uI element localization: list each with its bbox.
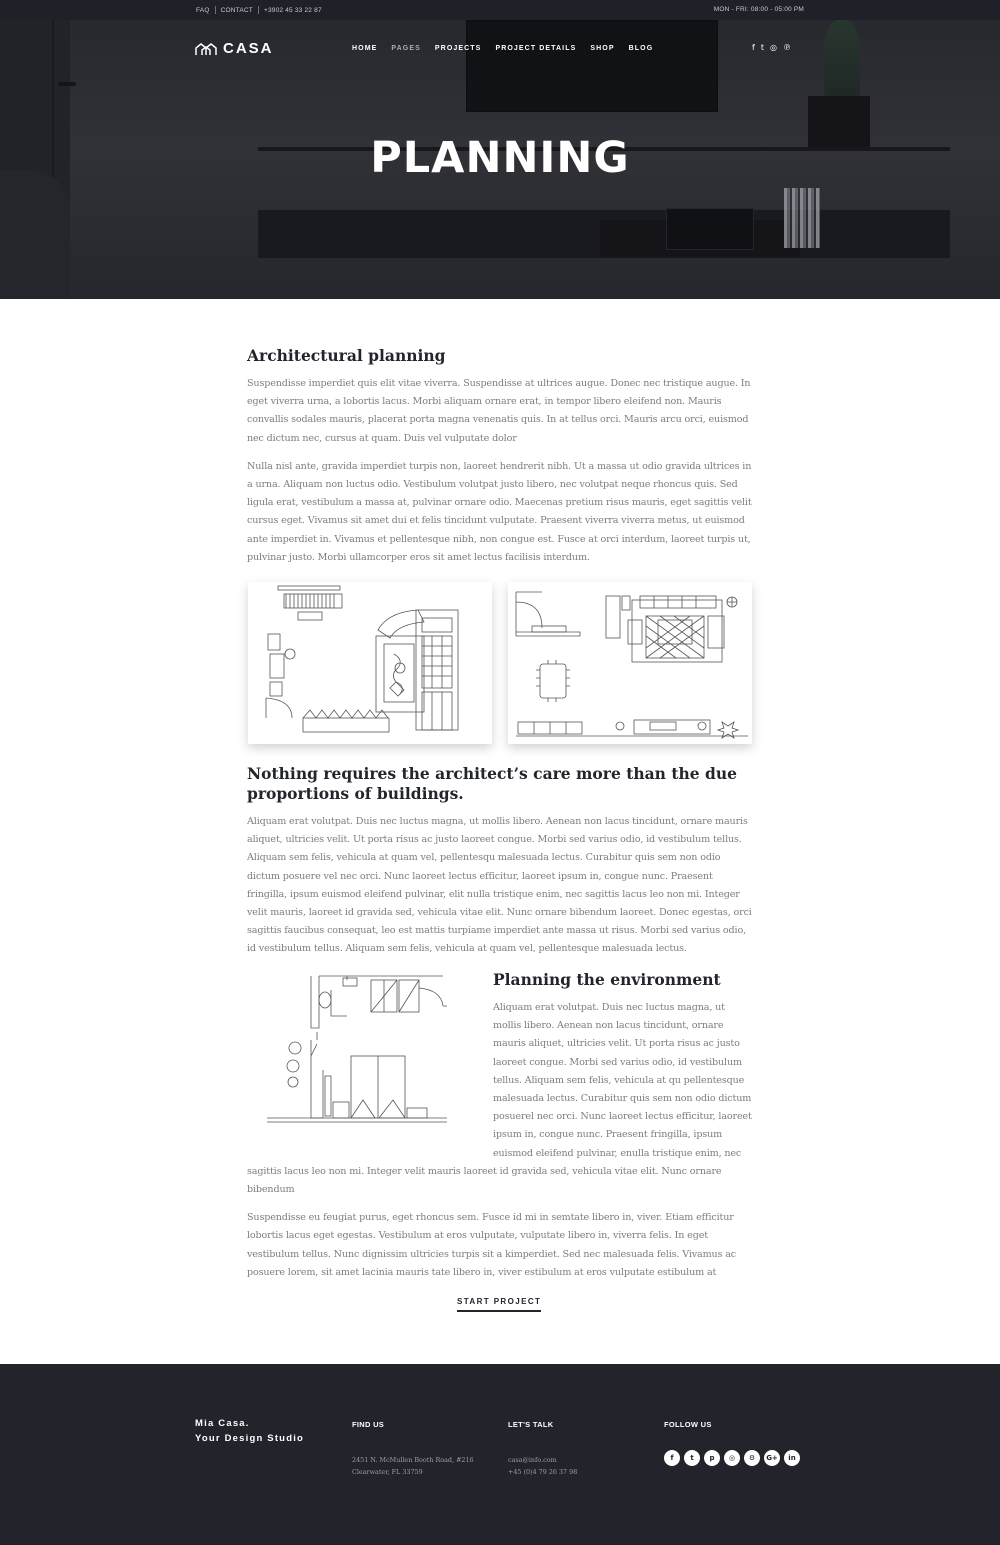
paragraph: Suspendisse imperdiet quis elit vitae viverra. Suspendisse at ultrices augue. Donec nec tristique augue. In eget viverra urna, a lobortis lacus. Morbi aliquam ornare erat, in tempor libero eleifend non. Mauris convallis sodales mauris, placerat porta magna venenatis quis. In at tellus orci. Mauris arcu orci, euismod nec dictum nec, cursus at quam. Duis vel vulputate dolor: [247, 378, 751, 444]
footer-phone-link[interactable]: +45 (0)4 79 26 37 98: [508, 1467, 578, 1476]
footer-address: [352, 1455, 474, 1478]
pinterest-icon[interactable]: ℗: [782, 43, 791, 52]
section-proportions: [247, 764, 753, 959]
footer-heading: FIND US: [352, 1420, 385, 1429]
section-heading: Architectural planning: [247, 346, 446, 365]
instagram-icon[interactable]: ◎: [724, 1450, 740, 1466]
footer-find-us: [352, 1420, 474, 1478]
floor-plan-drawing: [508, 582, 752, 744]
floor-plan-image-2: [508, 582, 752, 744]
footer-brand-line: Mia Casa.: [195, 1418, 250, 1429]
environment-drawing: [247, 970, 483, 1153]
pinterest-icon[interactable]: p: [704, 1450, 720, 1466]
faq-link[interactable]: FAQ: [196, 6, 210, 14]
footer-email-link[interactable]: casa@info.com: [508, 1456, 557, 1464]
instagram-icon[interactable]: ◎: [769, 43, 777, 52]
section-architectural-planning: [247, 346, 753, 567]
footer-heading: LET'S TALK: [508, 1420, 554, 1429]
floor-plan-drawing: [248, 582, 492, 744]
start-project-button[interactable]: START PROJECT: [457, 1297, 541, 1312]
linkedin-icon[interactable]: in: [784, 1450, 800, 1466]
menu-item-projects[interactable]: PROJECTS: [434, 45, 482, 52]
main-header: [0, 20, 1000, 78]
menu-item-project-details[interactable]: PROJECT DETAILS: [495, 45, 577, 52]
divider: [215, 6, 216, 14]
paragraph: Nulla nisl ante, gravida imperdiet turpis non, laoreet hendrerit nibh. Ut a massa ut odio gravida ultrices in a urna. Aliquam non luctus odio. Vestibulum volutpat justo libero, nec volutpat neque rhoncus quis. Sed ligula erat, vestibulum a massa at, pulvinar ornare odio. Maecenas pretium risus mauris, eget sagittis velit cursus eget. Vivamus sit amet dui et felis tincidunt vulputate. Praesent viverra viverra metus, ut euismod ante imperdiet in. Vivamus et pellentesque nibh, non congue est. Fusce at orci interdum, laoreet turpis ut, pulvinar justo. Morbi ullamcorper eros sit amet lectus facilisis interdum.: [247, 460, 752, 563]
header-social: [752, 43, 791, 52]
paragraph: Aliquam erat volutpat. Duis nec luctus magna, ut mollis libero. Aenean non lacus tincidunt, ornare mauris aliquet, ultricies velit. Ut porta risus ac justo laoreet congue. Morbi sed varius odio, id vestibulum tellus. Aliquam sem felis, vehicula at qu pellentesque malesuada lectus. Curabitur quis sem non odio dictum posuerel nec orci. Nunc laoreet lectus efficitur, laoreet ipsum in, congue nunc. Praesent fringilla, ipsum euismod eleifend pulvinar, enulla tristique enim, nec sagittis lacus leo non mi. Integer velit mauris laoreet id gravida sed, vehicula vitae elit. Nunc ornare bibendum: [247, 1002, 752, 1196]
section-heading: Planning the environment: [493, 970, 721, 989]
page-title: PLANNING: [370, 133, 630, 183]
top-links: [196, 6, 322, 14]
phone-link[interactable]: +3902 45 33 22 87: [263, 6, 322, 14]
menu-item-blog[interactable]: BLOG: [628, 45, 654, 52]
elevation-plan-drawing: [247, 970, 483, 1146]
address-line: 2451 N. McMullen Booth Road, #216: [352, 1456, 474, 1464]
address-line: Clearwater, FL 33759: [352, 1467, 423, 1476]
section-planning-environment: [247, 970, 753, 1282]
facebook-icon[interactable]: f: [664, 1450, 680, 1466]
menu-item-home[interactable]: HOME: [352, 45, 378, 52]
house-logo-icon: [195, 42, 217, 56]
divider: [258, 6, 259, 14]
section-heading: Nothing requires the architect’s care more than the due proportions of buildings.: [247, 764, 737, 803]
twitter-icon[interactable]: t: [760, 43, 764, 52]
facebook-icon[interactable]: f: [752, 43, 755, 52]
site-footer: [0, 1364, 1000, 1545]
footer-brand-line: Your Design Studio: [195, 1433, 305, 1444]
footer-heading: FOLLOW US: [664, 1420, 712, 1429]
site-logo[interactable]: [195, 40, 274, 57]
menu-item-shop[interactable]: SHOP: [590, 45, 615, 52]
opening-hours: MON - FRI: 08:00 - 05:00 PM: [713, 6, 804, 13]
footer-lets-talk: [508, 1420, 577, 1478]
footer-social-icons: [664, 1450, 800, 1466]
twitter-icon[interactable]: t: [684, 1450, 700, 1466]
paragraph: Suspendisse eu feugiat purus, eget rhoncus sem. Fusce id mi in semtate libero in, viver. Etiam efficitur lobortis lacus eget egestas. Vestibulum at eros vulputate, vulputate libero in, viverra felis. In eget vestibulum tellus. Nunc dignissim ultricies turpis sit a kimperdiet. Sed nec malesuada felis. Vivamus ac posuere lorem, sit amet lacinia mauris tate libero in, viver estibulum at eros vulputate estibulum at: [247, 1212, 737, 1278]
footer-contact: [508, 1455, 577, 1478]
contact-link[interactable]: CONTACT: [220, 6, 253, 14]
main-menu: [352, 45, 667, 52]
footer-follow-us: [664, 1420, 800, 1466]
paragraph: Aliquam erat volutpat. Duis nec luctus magna, ut mollis libero. Aenean non lacus tincidunt, ornare mauris aliquet, ultricies velit. Ut porta risus ac justo laoreet congue. Morbi sed varius odio, id vestibulum tellus. Aliquam sem felis, vehicula at quam vel, pellentesqu malesuada lectus. Curabitur quis sem non odio dictum posuere vel nec orci. Nunc laoreet lectus efficitur, laoreet ipsum in, congue nunc. Praesent fringilla, ipsum euismod eleifend pulvinar, elit nulla tristique enim, nec sagittis lacus leo non mi. Integer velit mauris, laoreet id gravida sed, vehicula vitae elit. Nunc ornare bibendum laoreet. Donec egestas, orci sagittis faucibus consequat, leo est mattis turpiame imperdiet ante massa ut risus. Morbi sed varius odio, id vestibulum tellus. Aliquam sem felis, vehicula at quam vel, pellentesque malesuada lectus.: [247, 816, 752, 955]
top-bar: [0, 0, 1000, 20]
dribbble-icon[interactable]: ⚙: [744, 1450, 760, 1466]
menu-item-pages[interactable]: PAGES: [391, 45, 421, 52]
footer-brand: [195, 1416, 304, 1446]
logo-text: CASA: [223, 40, 274, 57]
floor-plan-image-1: [248, 582, 492, 744]
google-plus-icon[interactable]: G+: [764, 1450, 780, 1466]
